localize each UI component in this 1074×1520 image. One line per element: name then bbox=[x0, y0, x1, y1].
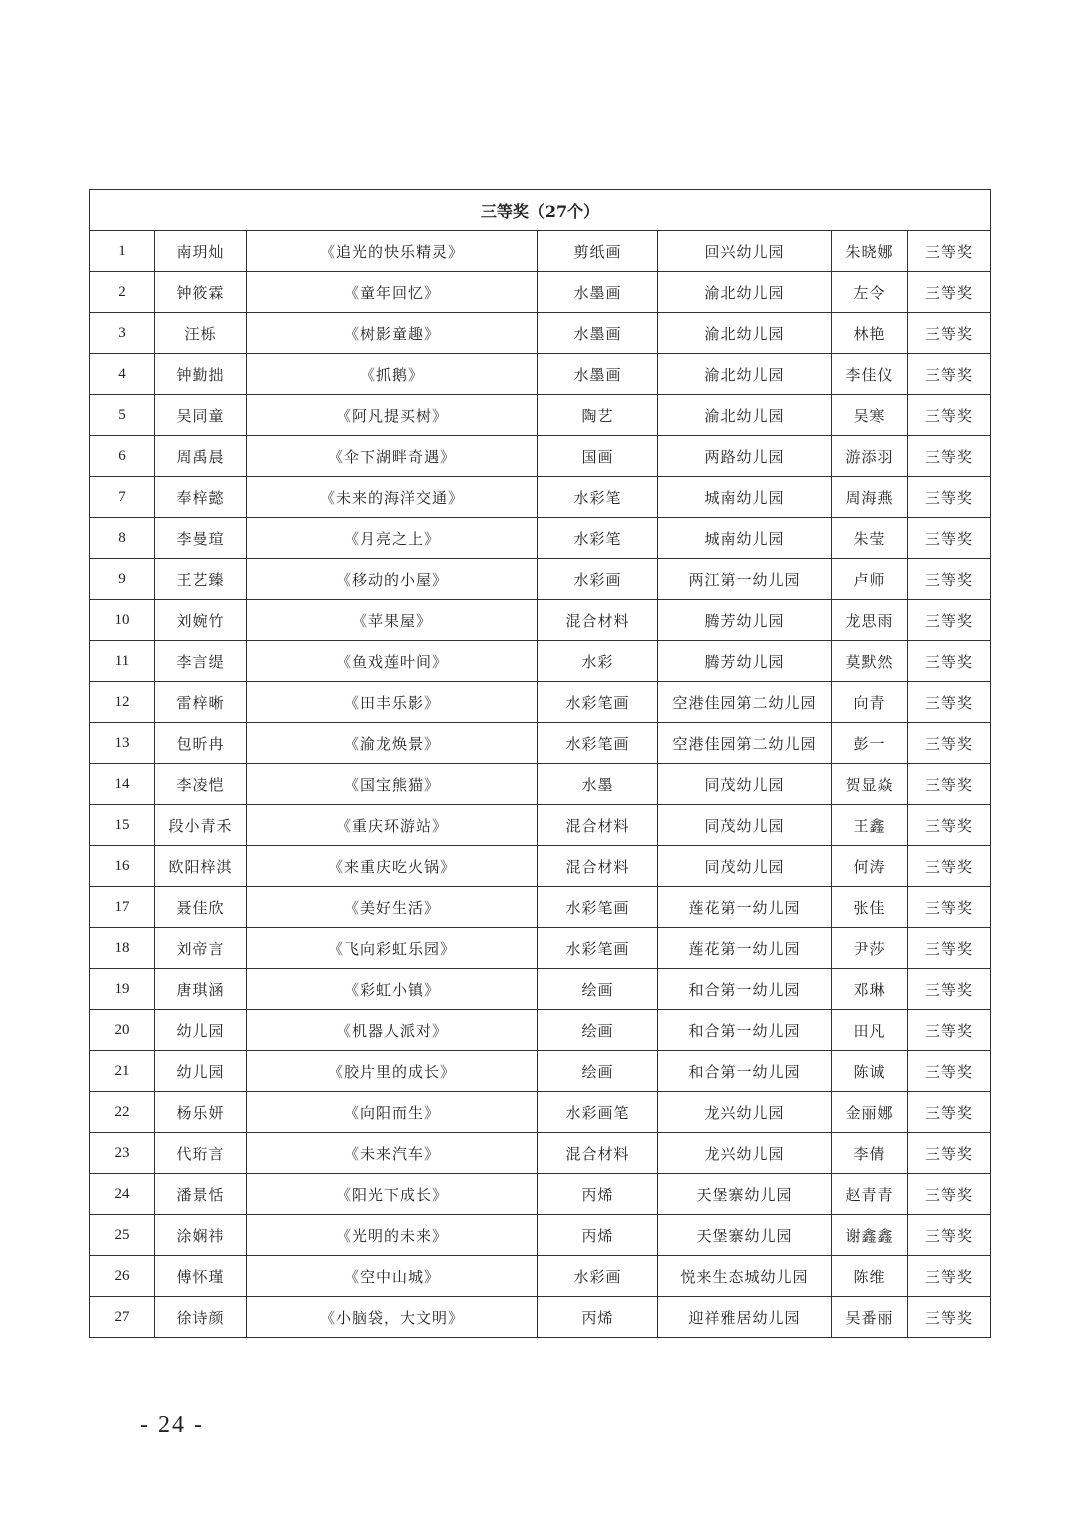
cell-award: 三等奖 bbox=[908, 313, 991, 354]
cell-school: 城南幼儿园 bbox=[658, 477, 832, 518]
cell-teacher: 周海燕 bbox=[832, 477, 908, 518]
cell-art-type: 混合材料 bbox=[538, 600, 658, 641]
cell-teacher: 尹莎 bbox=[832, 928, 908, 969]
cell-teacher: 李佳仪 bbox=[832, 354, 908, 395]
cell-number: 26 bbox=[90, 1256, 155, 1297]
table-row bbox=[90, 518, 991, 559]
cell-school: 同茂幼儿园 bbox=[658, 805, 832, 846]
cell-award: 三等奖 bbox=[908, 1215, 991, 1256]
cell-award: 三等奖 bbox=[908, 272, 991, 313]
cell-art-type: 陶艺 bbox=[538, 395, 658, 436]
cell-student-name: 李曼瑄 bbox=[155, 518, 247, 559]
cell-art-type: 水彩笔画 bbox=[538, 723, 658, 764]
cell-art-type: 水墨 bbox=[538, 764, 658, 805]
cell-number: 23 bbox=[90, 1133, 155, 1174]
cell-number: 16 bbox=[90, 846, 155, 887]
cell-work-title: 《渝龙焕景》 bbox=[247, 723, 538, 764]
cell-work-title: 《重庆环游站》 bbox=[247, 805, 538, 846]
cell-number: 25 bbox=[90, 1215, 155, 1256]
cell-school: 天堡寨幼儿园 bbox=[658, 1215, 832, 1256]
cell-teacher: 李倩 bbox=[832, 1133, 908, 1174]
cell-number: 14 bbox=[90, 764, 155, 805]
table-row bbox=[90, 313, 991, 354]
cell-art-type: 丙烯 bbox=[538, 1215, 658, 1256]
cell-art-type: 水彩笔 bbox=[538, 518, 658, 559]
table-row bbox=[90, 231, 991, 272]
table-row bbox=[90, 1092, 991, 1133]
cell-work-title: 《伞下湖畔奇遇》 bbox=[247, 436, 538, 477]
cell-teacher: 陈维 bbox=[832, 1256, 908, 1297]
cell-teacher: 田凡 bbox=[832, 1010, 908, 1051]
cell-school: 渝北幼儿园 bbox=[658, 395, 832, 436]
cell-teacher: 朱莹 bbox=[832, 518, 908, 559]
cell-student-name: 李言缇 bbox=[155, 641, 247, 682]
cell-teacher: 卢师 bbox=[832, 559, 908, 600]
cell-art-type: 绘画 bbox=[538, 1010, 658, 1051]
table-row bbox=[90, 436, 991, 477]
table-row bbox=[90, 805, 991, 846]
table-row bbox=[90, 1174, 991, 1215]
cell-school: 龙兴幼儿园 bbox=[658, 1092, 832, 1133]
cell-number: 22 bbox=[90, 1092, 155, 1133]
cell-number: 27 bbox=[90, 1297, 155, 1338]
cell-award: 三等奖 bbox=[908, 1297, 991, 1338]
cell-work-title: 《树影童趣》 bbox=[247, 313, 538, 354]
cell-student-name: 南玥灿 bbox=[155, 231, 247, 272]
cell-teacher: 赵青青 bbox=[832, 1174, 908, 1215]
table-row bbox=[90, 969, 991, 1010]
cell-art-type: 水彩笔画 bbox=[538, 682, 658, 723]
cell-teacher: 陈诚 bbox=[832, 1051, 908, 1092]
cell-work-title: 《彩虹小镇》 bbox=[247, 969, 538, 1010]
cell-award: 三等奖 bbox=[908, 887, 991, 928]
cell-work-title: 《移动的小屋》 bbox=[247, 559, 538, 600]
cell-teacher: 朱晓娜 bbox=[832, 231, 908, 272]
cell-student-name: 雷梓晰 bbox=[155, 682, 247, 723]
table-row bbox=[90, 887, 991, 928]
cell-teacher: 游添羽 bbox=[832, 436, 908, 477]
cell-student-name: 王艺臻 bbox=[155, 559, 247, 600]
table-row bbox=[90, 1256, 991, 1297]
cell-work-title: 《阿凡提买树》 bbox=[247, 395, 538, 436]
cell-award: 三等奖 bbox=[908, 1256, 991, 1297]
cell-school: 空港佳园第二幼儿园 bbox=[658, 682, 832, 723]
cell-award: 三等奖 bbox=[908, 559, 991, 600]
cell-award: 三等奖 bbox=[908, 395, 991, 436]
cell-art-type: 水彩笔画 bbox=[538, 928, 658, 969]
cell-teacher: 谢鑫鑫 bbox=[832, 1215, 908, 1256]
cell-art-type: 水彩画 bbox=[538, 1256, 658, 1297]
cell-work-title: 《鱼戏莲叶间》 bbox=[247, 641, 538, 682]
cell-art-type: 绘画 bbox=[538, 1051, 658, 1092]
cell-number: 5 bbox=[90, 395, 155, 436]
cell-work-title: 《胶片里的成长》 bbox=[247, 1051, 538, 1092]
cell-teacher: 林艳 bbox=[832, 313, 908, 354]
cell-school: 莲花第一幼儿园 bbox=[658, 887, 832, 928]
table-row bbox=[90, 723, 991, 764]
cell-teacher: 龙思雨 bbox=[832, 600, 908, 641]
cell-work-title: 《光明的未来》 bbox=[247, 1215, 538, 1256]
cell-student-name: 钟筱霖 bbox=[155, 272, 247, 313]
cell-work-title: 《未来汽车》 bbox=[247, 1133, 538, 1174]
cell-teacher: 左令 bbox=[832, 272, 908, 313]
table-row bbox=[90, 600, 991, 641]
cell-student-name: 钟勤拙 bbox=[155, 354, 247, 395]
table-row bbox=[90, 846, 991, 887]
cell-work-title: 《追光的快乐精灵》 bbox=[247, 231, 538, 272]
cell-work-title: 《机器人派对》 bbox=[247, 1010, 538, 1051]
cell-number: 17 bbox=[90, 887, 155, 928]
cell-school: 渝北幼儿园 bbox=[658, 272, 832, 313]
cell-number: 9 bbox=[90, 559, 155, 600]
cell-student-name: 涂娴祎 bbox=[155, 1215, 247, 1256]
table-row bbox=[90, 682, 991, 723]
cell-award: 三等奖 bbox=[908, 1133, 991, 1174]
cell-award: 三等奖 bbox=[908, 723, 991, 764]
cell-work-title: 《田丰乐影》 bbox=[247, 682, 538, 723]
cell-student-name: 李凌恺 bbox=[155, 764, 247, 805]
cell-number: 21 bbox=[90, 1051, 155, 1092]
cell-teacher: 向青 bbox=[832, 682, 908, 723]
cell-school: 回兴幼儿园 bbox=[658, 231, 832, 272]
cell-student-name: 徐诗颜 bbox=[155, 1297, 247, 1338]
cell-art-type: 水彩画 bbox=[538, 559, 658, 600]
table-row bbox=[90, 1215, 991, 1256]
cell-work-title: 《苹果屋》 bbox=[247, 600, 538, 641]
cell-award: 三等奖 bbox=[908, 354, 991, 395]
cell-number: 7 bbox=[90, 477, 155, 518]
cell-number: 10 bbox=[90, 600, 155, 641]
cell-art-type: 水彩笔 bbox=[538, 477, 658, 518]
cell-art-type: 混合材料 bbox=[538, 805, 658, 846]
cell-work-title: 《向阳而生》 bbox=[247, 1092, 538, 1133]
cell-student-name: 傅怀瑾 bbox=[155, 1256, 247, 1297]
table-row bbox=[90, 928, 991, 969]
cell-teacher: 王鑫 bbox=[832, 805, 908, 846]
cell-award: 三等奖 bbox=[908, 764, 991, 805]
cell-art-type: 水墨画 bbox=[538, 272, 658, 313]
cell-work-title: 《抓鹅》 bbox=[247, 354, 538, 395]
cell-number: 12 bbox=[90, 682, 155, 723]
cell-art-type: 绘画 bbox=[538, 969, 658, 1010]
cell-work-title: 《小脑袋，大文明》 bbox=[247, 1297, 538, 1338]
table-row bbox=[90, 641, 991, 682]
cell-work-title: 《来重庆吃火锅》 bbox=[247, 846, 538, 887]
cell-work-title: 《阳光下成长》 bbox=[247, 1174, 538, 1215]
cell-number: 8 bbox=[90, 518, 155, 559]
cell-award: 三等奖 bbox=[908, 1174, 991, 1215]
cell-school: 和合第一幼儿园 bbox=[658, 1010, 832, 1051]
cell-work-title: 《飞向彩虹乐园》 bbox=[247, 928, 538, 969]
cell-school: 渝北幼儿园 bbox=[658, 313, 832, 354]
cell-teacher: 吴寒 bbox=[832, 395, 908, 436]
cell-award: 三等奖 bbox=[908, 436, 991, 477]
cell-student-name: 唐琪涵 bbox=[155, 969, 247, 1010]
table-title-row bbox=[90, 190, 991, 231]
cell-number: 3 bbox=[90, 313, 155, 354]
table-row bbox=[90, 559, 991, 600]
table-row bbox=[90, 764, 991, 805]
cell-school: 城南幼儿园 bbox=[658, 518, 832, 559]
cell-art-type: 混合材料 bbox=[538, 846, 658, 887]
cell-teacher: 金丽娜 bbox=[832, 1092, 908, 1133]
cell-school: 龙兴幼儿园 bbox=[658, 1133, 832, 1174]
cell-number: 1 bbox=[90, 231, 155, 272]
cell-student-name: 杨乐妍 bbox=[155, 1092, 247, 1133]
cell-student-name: 周禹晨 bbox=[155, 436, 247, 477]
cell-number: 24 bbox=[90, 1174, 155, 1215]
cell-school: 悦来生态城幼儿园 bbox=[658, 1256, 832, 1297]
cell-art-type: 水彩笔画 bbox=[538, 887, 658, 928]
cell-award: 三等奖 bbox=[908, 600, 991, 641]
cell-award: 三等奖 bbox=[908, 1092, 991, 1133]
cell-teacher: 何涛 bbox=[832, 846, 908, 887]
cell-art-type: 水彩 bbox=[538, 641, 658, 682]
cell-school: 腾芳幼儿园 bbox=[658, 641, 832, 682]
cell-school: 迎祥雅居幼儿园 bbox=[658, 1297, 832, 1338]
cell-school: 渝北幼儿园 bbox=[658, 354, 832, 395]
cell-school: 同茂幼儿园 bbox=[658, 764, 832, 805]
cell-number: 11 bbox=[90, 641, 155, 682]
cell-student-name: 幼儿园 bbox=[155, 1010, 247, 1051]
award-table bbox=[89, 189, 991, 1338]
cell-student-name: 奉梓懿 bbox=[155, 477, 247, 518]
cell-student-name: 吴同童 bbox=[155, 395, 247, 436]
cell-award: 三等奖 bbox=[908, 518, 991, 559]
cell-work-title: 《童年回忆》 bbox=[247, 272, 538, 313]
cell-number: 15 bbox=[90, 805, 155, 846]
cell-student-name: 段小青禾 bbox=[155, 805, 247, 846]
cell-school: 两江第一幼儿园 bbox=[658, 559, 832, 600]
cell-art-type: 丙烯 bbox=[538, 1174, 658, 1215]
cell-school: 天堡寨幼儿园 bbox=[658, 1174, 832, 1215]
cell-teacher: 莫默然 bbox=[832, 641, 908, 682]
table-row bbox=[90, 272, 991, 313]
cell-art-type: 国画 bbox=[538, 436, 658, 477]
cell-student-name: 潘景恬 bbox=[155, 1174, 247, 1215]
cell-teacher: 彭一 bbox=[832, 723, 908, 764]
cell-student-name: 聂佳欣 bbox=[155, 887, 247, 928]
cell-school: 和合第一幼儿园 bbox=[658, 969, 832, 1010]
cell-award: 三等奖 bbox=[908, 928, 991, 969]
cell-school: 同茂幼儿园 bbox=[658, 846, 832, 887]
cell-student-name: 汪栎 bbox=[155, 313, 247, 354]
cell-award: 三等奖 bbox=[908, 969, 991, 1010]
page-number: - 24 - bbox=[140, 1412, 204, 1438]
cell-school: 和合第一幼儿园 bbox=[658, 1051, 832, 1092]
table-row bbox=[90, 1010, 991, 1051]
cell-student-name: 刘帝言 bbox=[155, 928, 247, 969]
cell-award: 三等奖 bbox=[908, 231, 991, 272]
cell-teacher: 贺显焱 bbox=[832, 764, 908, 805]
cell-work-title: 《国宝熊猫》 bbox=[247, 764, 538, 805]
table-row bbox=[90, 1133, 991, 1174]
cell-number: 19 bbox=[90, 969, 155, 1010]
cell-number: 4 bbox=[90, 354, 155, 395]
table-row bbox=[90, 395, 991, 436]
table-row bbox=[90, 1297, 991, 1338]
cell-school: 空港佳园第二幼儿园 bbox=[658, 723, 832, 764]
cell-work-title: 《美好生活》 bbox=[247, 887, 538, 928]
cell-number: 18 bbox=[90, 928, 155, 969]
table-row bbox=[90, 1051, 991, 1092]
cell-school: 莲花第一幼儿园 bbox=[658, 928, 832, 969]
cell-work-title: 《月亮之上》 bbox=[247, 518, 538, 559]
cell-art-type: 水墨画 bbox=[538, 313, 658, 354]
cell-art-type: 丙烯 bbox=[538, 1297, 658, 1338]
cell-student-name: 幼儿园 bbox=[155, 1051, 247, 1092]
table-title: 三等奖（27个） bbox=[90, 190, 991, 231]
cell-teacher: 吴番丽 bbox=[832, 1297, 908, 1338]
cell-school: 腾芳幼儿园 bbox=[658, 600, 832, 641]
cell-award: 三等奖 bbox=[908, 1010, 991, 1051]
cell-art-type: 混合材料 bbox=[538, 1133, 658, 1174]
cell-award: 三等奖 bbox=[908, 477, 991, 518]
cell-award: 三等奖 bbox=[908, 1051, 991, 1092]
cell-award: 三等奖 bbox=[908, 846, 991, 887]
cell-number: 13 bbox=[90, 723, 155, 764]
cell-student-name: 欧阳梓淇 bbox=[155, 846, 247, 887]
cell-award: 三等奖 bbox=[908, 641, 991, 682]
cell-student-name: 刘婉竹 bbox=[155, 600, 247, 641]
cell-work-title: 《未来的海洋交通》 bbox=[247, 477, 538, 518]
cell-student-name: 代珩言 bbox=[155, 1133, 247, 1174]
cell-art-type: 水彩画笔 bbox=[538, 1092, 658, 1133]
cell-art-type: 水墨画 bbox=[538, 354, 658, 395]
cell-number: 20 bbox=[90, 1010, 155, 1051]
table-row bbox=[90, 477, 991, 518]
cell-work-title: 《空中山城》 bbox=[247, 1256, 538, 1297]
cell-school: 两路幼儿园 bbox=[658, 436, 832, 477]
cell-number: 2 bbox=[90, 272, 155, 313]
cell-award: 三等奖 bbox=[908, 682, 991, 723]
table-row bbox=[90, 354, 991, 395]
cell-art-type: 剪纸画 bbox=[538, 231, 658, 272]
cell-award: 三等奖 bbox=[908, 805, 991, 846]
cell-number: 6 bbox=[90, 436, 155, 477]
cell-teacher: 邓琳 bbox=[832, 969, 908, 1010]
cell-student-name: 包昕冉 bbox=[155, 723, 247, 764]
cell-teacher: 张佳 bbox=[832, 887, 908, 928]
